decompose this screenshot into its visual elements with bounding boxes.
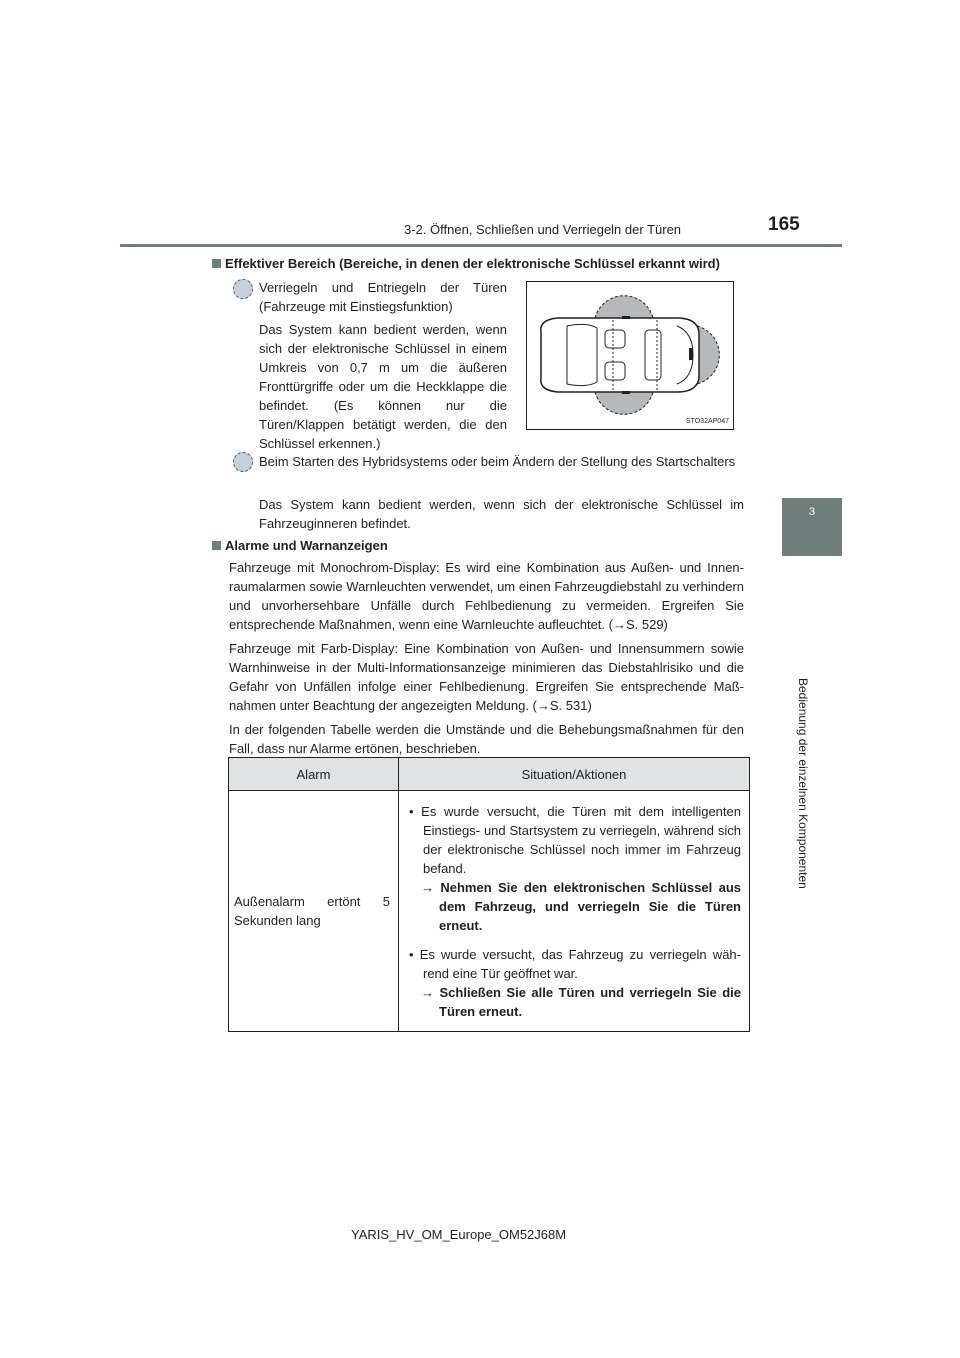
rear-handle: [689, 348, 693, 360]
item1-text: Das System kann bedient werden, wenn sich der elektronische Schlüssel in einem Umkreis von 0,7 m um die äußeren Fronttürgriffe oder um die Heckklappe die befindet. (Es können nur die Türen/Klappen betätigt werden, die den Schlüssel erkennen.): [259, 322, 507, 451]
table-header-row: [229, 758, 750, 791]
section-title: 3-2. Öffnen, Schließen und Verriegeln der Türen: [404, 222, 682, 237]
chapter-title: Bedienung der einzelnen Komponenten: [796, 678, 810, 889]
door-handle-left: [622, 316, 630, 319]
square-bullet-icon-2: [212, 541, 221, 550]
chapter-number: 3: [808, 506, 816, 518]
action-2: → Schließen Sie alle Türen und verriegeln Sie die Türen erneut.: [421, 984, 741, 1019]
section2-para3: In der folgenden Tabelle werden die Umstände und die Behebungsmaßnahmen für den Fall, dass nur Alarme ertönen, beschrieben.: [229, 722, 744, 756]
situation-bullet-1: • Es wurde versucht, die Türen mit dem intelligenten Einstiegs- und Startsystem zu verriegeln, während sich der elektronische Schlüssel noch immer im Fahrzeug befand.: [409, 803, 741, 876]
car-body: [541, 318, 699, 392]
section1-heading: [212, 256, 752, 271]
windshield: [567, 324, 597, 385]
rear-zone: [697, 326, 719, 384]
col-header-alarm: Alarm: [229, 758, 399, 791]
item2-text: Das System kann bedient werden, wenn sich der elektronische Schlüssel im Fahrzeuginneren befindet.: [259, 497, 744, 531]
header-rule: [120, 244, 842, 247]
section2-heading: [212, 538, 752, 553]
alarm-table: [228, 757, 750, 1032]
section2-para1: Fahrzeuge mit Monochrom-Display: Es wird eine Kombination aus Außen- und Innenraumalarmen sowie Warnleuchten verwendet, um einen Fahrzeugdiebstahl zu verhindern und unvorhersehbare Unfälle durch Fehlbedienung zu vermeiden. Ergreifen Sie entsprechende Maßnahmen, wenn eine Warnleuchte aufleuchtet. (→S. 529): [229, 560, 744, 632]
front-left-zone: [595, 296, 653, 318]
dashed-circle-marker-icon: [233, 279, 253, 299]
front-right-zone: [595, 392, 653, 414]
situation-cell: [399, 791, 750, 1032]
situation-bullet-2: • Es wurde versucht, das Fahrzeug zu verriegeln während eine Tür geöffnet war.: [409, 946, 741, 981]
section2-para2: Fahrzeuge mit Farb-Display: Eine Kombination von Außen- und Innensummern sowie Warnhinweise in der Multi-Informationsanzeige minimieren das Diebstahlrisiko und die Gefahr von Unfällen infolge einer Fehlbedienung. Ergreifen Sie entsprechende Maßnahmen unter Beachtung der angezeigten Meldung. (→S. 531): [229, 641, 744, 713]
action-1: → Nehmen Sie den elektronischen Schlüssel aus dem Fahrzeug, und verriegeln Sie die Türen erneut.: [421, 879, 741, 933]
square-bullet-icon: [212, 259, 221, 268]
dashed-circle-marker-icon-2: [233, 452, 253, 472]
section2-heading-text: Alarme und Warnanzeigen: [225, 538, 388, 553]
item1-title: Verriegeln und Entriegeln der Türen (Fahrzeuge mit Einstiegsfunktion): [259, 280, 507, 314]
figure-code: STO32AP047: [685, 418, 729, 425]
car-top-view-illustration: [527, 282, 733, 429]
alarm-cell: Außenalarm ertönt 5 Sekunden lang: [229, 791, 399, 1032]
key-range-figure: [526, 281, 734, 430]
table-row: [229, 791, 750, 1032]
document-id: YARIS_HV_OM_Europe_OM52J68M: [351, 1227, 567, 1242]
section1-heading-text: Effektiver Bereich (Bereiche, in denen der elektronische Schlüssel erkannt wird): [225, 256, 720, 271]
door-handle-right: [622, 391, 630, 394]
page-number: 165: [768, 214, 800, 235]
item2-title: Beim Starten des Hybridsystems oder beim Ändern der Stellung des Startschalters: [259, 454, 736, 469]
col-header-situation: Situation/Aktionen: [399, 758, 750, 791]
